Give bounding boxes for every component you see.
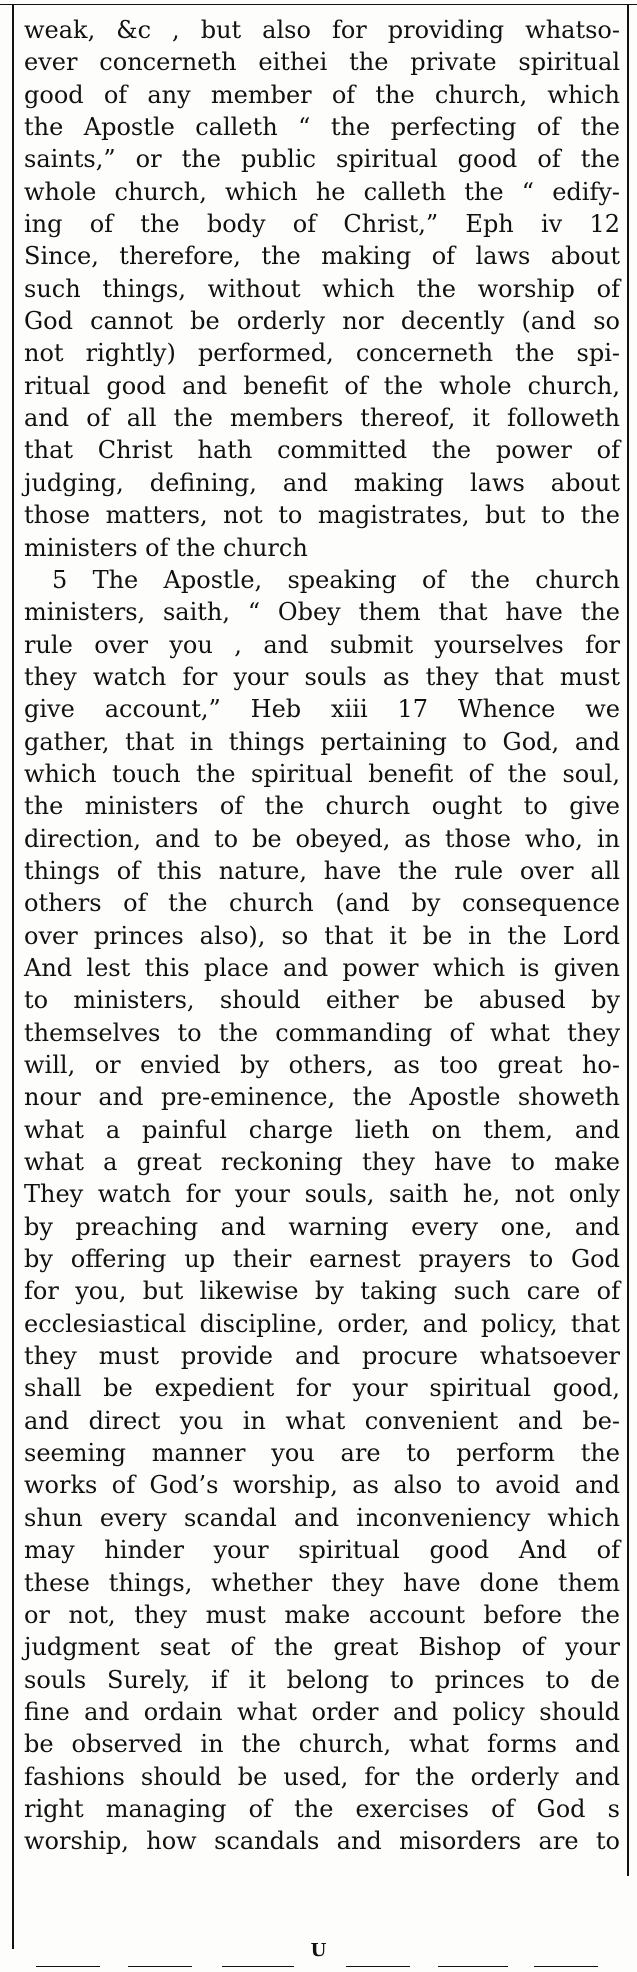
text-line: right managing of the exercises of God s xyxy=(24,1794,620,1823)
footer-rule xyxy=(438,1966,508,1967)
text-line: shun every scandal and inconveniency which xyxy=(24,1503,620,1532)
text-line: they watch for your souls as they that must xyxy=(24,662,620,691)
text-line: nour and pre-eminence, the Apostle showeth xyxy=(24,1083,620,1112)
text-line: ritual good and benefit of the whole church, xyxy=(24,371,620,400)
text-line: the ministers of the church ought to give xyxy=(24,792,620,821)
footer-rule xyxy=(36,1966,100,1967)
text-line: works of God’s worship, as also to avoid and xyxy=(24,1471,620,1500)
text-line: by preaching and warning every one, and xyxy=(24,1212,620,1241)
footer-rule xyxy=(534,1966,598,1967)
text-line: give account,” Heb xiii 17 Whence we xyxy=(24,695,620,724)
text-line: judging, defining, and making laws about xyxy=(24,468,620,497)
text-line: which touch the spiritual benefit of the soul, xyxy=(24,759,620,788)
text-line: fine and ordain what order and policy should xyxy=(24,1697,620,1726)
text-line: They watch for your souls, saith he, not only xyxy=(24,1180,620,1209)
right-column-rule xyxy=(627,4,629,1876)
text-line: ecclesiastical discipline, order, and policy, that xyxy=(24,1309,620,1338)
text-line: by offering up their earnest prayers to God xyxy=(24,1245,620,1274)
text-line: and direct you in what convenient and be- xyxy=(24,1406,620,1435)
text-line: souls Surely, if it belong to princes to de xyxy=(24,1665,620,1694)
text-line: things of this nature, have the rule over all xyxy=(24,856,620,885)
text-line: will, or envied by others, as too great ho- xyxy=(24,1051,620,1079)
text-line: be observed in the church, what forms and xyxy=(24,1730,620,1759)
text-line: ministers, saith, “ Obey them that have the xyxy=(24,598,620,627)
text-line: such things, without which the worship of xyxy=(24,274,620,303)
text-line: rule over you , and submit yourselves for xyxy=(24,630,620,659)
text-line: good of any member of the church, which xyxy=(24,80,620,109)
text-line: the Apostle calleth “ the perfecting of the xyxy=(24,113,620,142)
text-line: they must provide and procure whatsoever xyxy=(24,1342,620,1371)
text-line: direction, and to be obeyed, as those who, in xyxy=(24,824,620,853)
text-line: gather, that in things pertaining to God, and xyxy=(24,727,620,756)
text-line: whole church, which he calleth the “ edify- xyxy=(24,177,620,206)
top-rule xyxy=(0,4,637,5)
text-line: and of all the members thereof, it followeth xyxy=(24,404,620,433)
text-line: 5 The Apostle, speaking of the church xyxy=(52,565,620,594)
text-line: Since, therefore, the making of laws about xyxy=(24,242,620,271)
text-line: ing of the body of Christ,” Eph iv 12 xyxy=(24,210,620,239)
text-line: to ministers, should either be abused by xyxy=(24,986,620,1015)
text-line: what a great reckoning they have to make xyxy=(24,1148,620,1177)
text-line: what a painful charge lieth on them, and xyxy=(24,1115,620,1144)
text-line: ministers of the church xyxy=(24,533,308,562)
text-line: others of the church (and by consequence xyxy=(24,889,620,918)
text-line: judgment seat of the great Bishop of your xyxy=(24,1633,620,1662)
text-line: God cannot be orderly nor decently (and so xyxy=(24,307,620,336)
footer-rule xyxy=(222,1966,294,1967)
text-line: worship, how scandals and misorders are to xyxy=(24,1827,620,1856)
text-line: over princes also), so that it be in the Lord xyxy=(24,921,620,950)
text-line: these things, whether they have done them xyxy=(24,1568,620,1597)
text-column xyxy=(24,14,620,1858)
text-line: ever concerneth eithei the private spiritual xyxy=(24,48,620,77)
text-line: not rightly) performed, concerneth the spi- xyxy=(24,339,620,368)
text-line: that Christ hath committed the power of xyxy=(24,436,620,465)
page-footer xyxy=(0,1940,637,1972)
text-line: seeming manner you are to perform the xyxy=(24,1439,620,1468)
footer-rule xyxy=(346,1966,410,1967)
text-line: themselves to the commanding of what they xyxy=(24,1018,620,1047)
text-line: or not, they must make account before the xyxy=(24,1600,620,1629)
text-line: those matters, not to magistrates, but to the xyxy=(24,501,620,530)
text-line: for you, but likewise by taking such care of xyxy=(24,1277,620,1306)
footer-rule xyxy=(128,1966,192,1967)
text-line: shall be expedient for your spiritual good, xyxy=(24,1374,620,1403)
left-column-rule xyxy=(12,4,14,1949)
text-line: weak, &c , but also for providing whatso- xyxy=(24,16,620,44)
signature-mark: U xyxy=(310,1940,327,1961)
text-line: fashions should be used, for the orderly and xyxy=(24,1762,620,1791)
text-line: And lest this place and power which is given xyxy=(24,953,620,982)
text-line: may hinder your spiritual good And of xyxy=(24,1536,620,1565)
text-line: saints,” or the public spiritual good of the xyxy=(24,145,620,174)
